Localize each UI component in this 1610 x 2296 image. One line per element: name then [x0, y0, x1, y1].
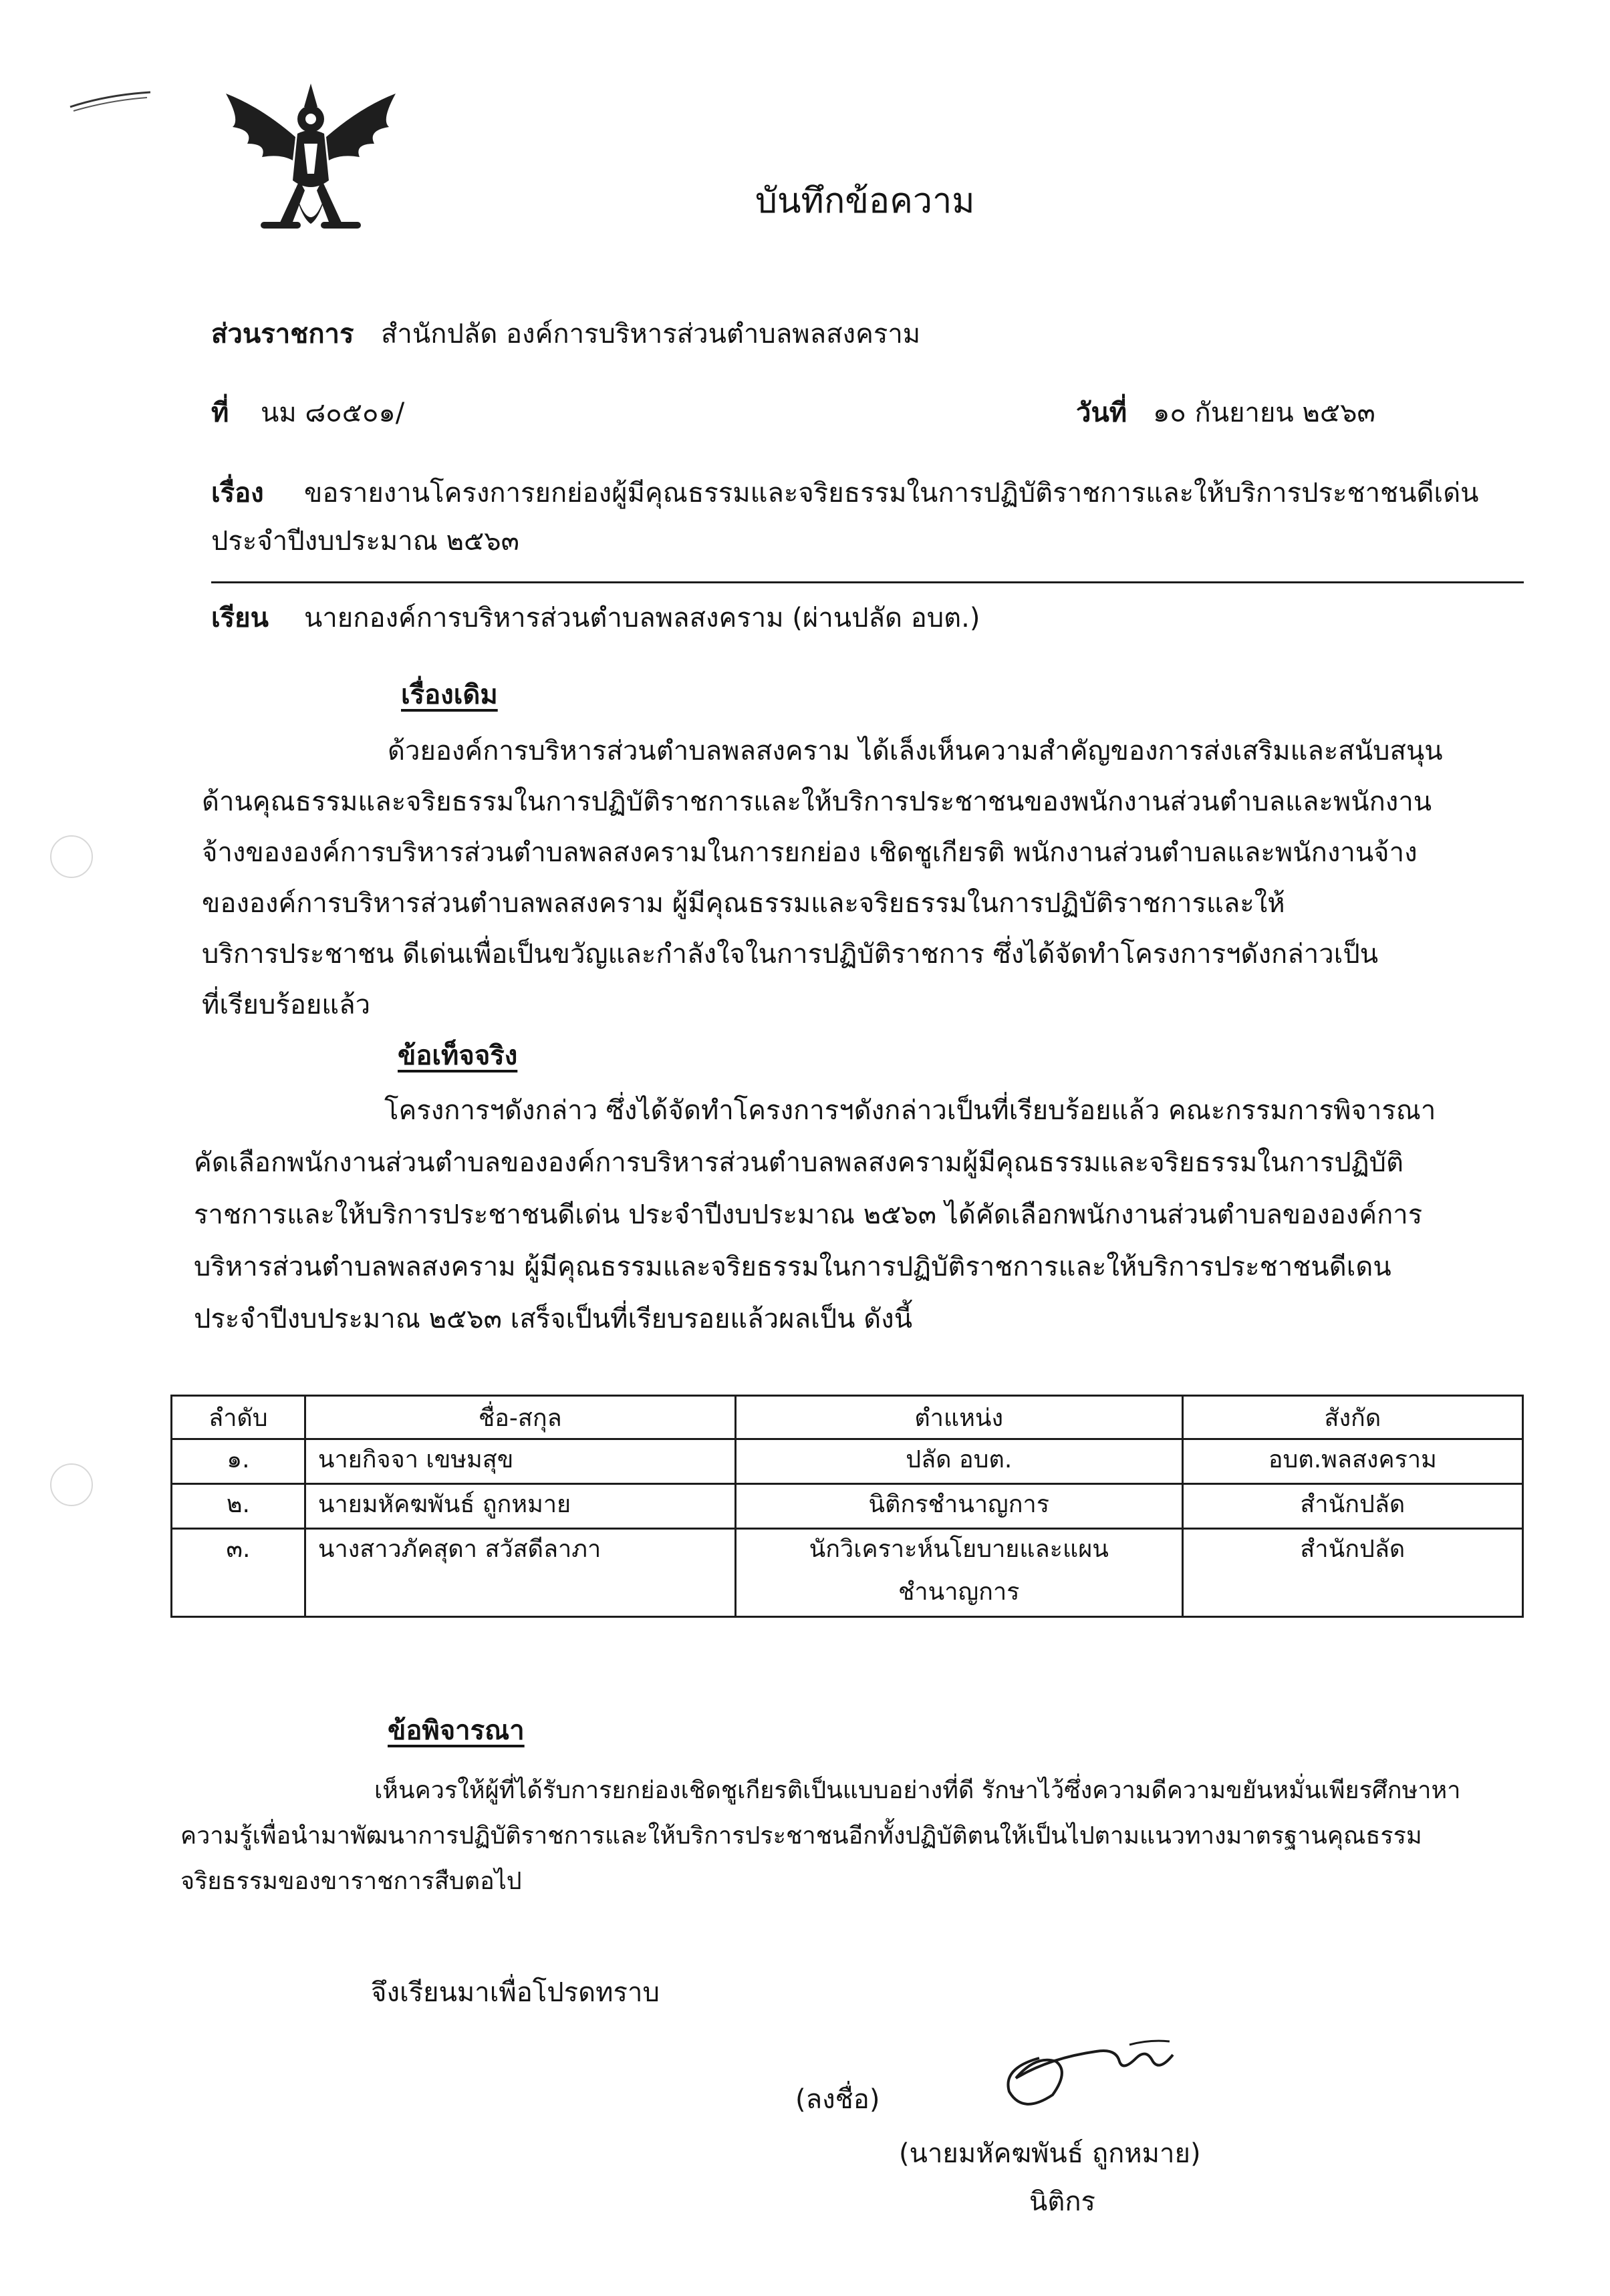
signer-name: (นายมหัคฆพันธ์ ถูกหมาย)	[899, 2138, 1201, 2169]
row-position	[735, 1529, 1182, 1617]
punch-hole-mark	[50, 835, 93, 878]
paragraph-line: ประจำปีงบประมาณ ๒๕๖๓ เสร็จเป็นที่เรียบรอยแล้วผลเป็น ดังนี้	[194, 1304, 913, 1334]
row-name: นายมหัคฆพันธ์ ถูกหมาย	[305, 1484, 735, 1529]
closing-text: จึงเรียนมาเพื่อโปรดทราบ	[371, 1977, 660, 2008]
table-header-cell: ตำแหน่ง	[735, 1396, 1182, 1439]
addressee-label: เรียน	[211, 603, 269, 633]
section-heading: เรื่องเดิม	[401, 680, 498, 710]
row-name: นายกิจจา เขษมสุข	[305, 1439, 735, 1484]
agency-label: ส่วนราชการ	[211, 319, 354, 349]
pen-scribble-mark	[67, 87, 154, 114]
subject-text: ขอรายงานโครงการยกย่องผู้มีคุณธรรมและจริยธรรมในการปฏิบัติราชการและให้บริการประชาชนดีเด่น	[304, 478, 1479, 509]
date-value: ๑๐ กันยายน ๒๕๖๓	[1153, 398, 1375, 428]
paragraph-line: ความรู้เพื่อนำมาพัฒนาการปฏิบัติราชการและให้บริการประชาชนอีกทั้งปฏิบัติตนให้เป็นไปตามแนวทางมาตรฐานคุณธรรม	[180, 1822, 1422, 1850]
section-heading: ข้อเท็จจริง	[398, 1040, 518, 1071]
table-header-cell: สังกัด	[1182, 1396, 1522, 1439]
row-unit: สำนักปลัด	[1182, 1529, 1522, 1617]
table-row	[172, 1484, 1523, 1529]
row-position: นิติกรชำนาญการ	[735, 1484, 1182, 1529]
row-unit: อบต.พลสงคราม	[1182, 1439, 1522, 1484]
row-position: ปลัด อบต.	[735, 1439, 1182, 1484]
paragraph-line: ด้วยองค์การบริหารส่วนตำบลพลสงคราม ได้เล็งเห็นความสำคัญของการส่งเสริมและสนับสนุน	[388, 736, 1443, 766]
paragraph-line: ที่เรียบร้อยแล้ว	[202, 990, 371, 1020]
agency-value: สำนักปลัด องค์การบริหารส่วนตำบลพลสงคราม	[381, 319, 921, 349]
paragraph-line: โครงการฯดังกล่าว ซึ่งได้จัดทำโครงการฯดังกล่าวเป็นที่เรียบร้อยแล้ว คณะกรรมการพิจารณา	[384, 1095, 1436, 1126]
paragraph-line: จ้างขององค์การบริหารส่วนตำบลพลสงครามในการยกย่อง เชิดชูเกียรติ พนักงานส่วนตำบลและพนักงานจ้าง	[202, 837, 1418, 868]
paragraph-line: ขององค์การบริหารส่วนตำบลพลสงคราม ผู้มีคุณธรรมและจริยธรรมในการปฏิบัติราชการและให้	[202, 888, 1285, 919]
row-position-line: นักวิเคราะห์นโยบายและแผน	[809, 1536, 1109, 1563]
reference-label: ที่	[211, 398, 229, 428]
paragraph-line: เห็นควรให้ผู้ที่ได้รับการยกย่องเชิดชูเกียรติเป็นแบบอย่างที่ดี รักษาไว้ซึ่งความดีความขยันหมั่นเพียรศึกษาหา	[374, 1777, 1461, 1804]
table-row	[172, 1439, 1523, 1484]
paragraph-line: ราชการและให้บริการประชาชนดีเด่น ประจำปีงบประมาณ ๒๕๖๓ ได้คัดเลือกพนักงานส่วนตำบลขององค์การ	[194, 1199, 1423, 1230]
subject-label: เรื่อง	[211, 478, 264, 509]
row-position-line: ชำนาญการ	[898, 1578, 1020, 1606]
garuda-emblem-icon	[221, 80, 401, 247]
row-number: ๑.	[172, 1439, 305, 1484]
punch-hole-mark	[50, 1463, 93, 1506]
table-header-cell: ลำดับ	[172, 1396, 305, 1439]
signature-label: (ลงชื่อ)	[795, 2084, 880, 2115]
divider-line	[211, 581, 1524, 583]
table-row	[172, 1529, 1523, 1617]
paragraph-line: จริยธรรมของขาราชการสืบตอไป	[180, 1868, 522, 1895]
paragraph-line: บริการประชาชน ดีเด่นเพื่อเป็นขวัญและกำลังใจในการปฏิบัติราชการ ซึ่งได้จัดทำโครงการฯดังกล่าวเป็น	[202, 939, 1379, 970]
awardee-table	[170, 1395, 1524, 1618]
table-header-cell: ชื่อ-สกุล	[305, 1396, 735, 1439]
reference-value: นม ๘๐๕๐๑/	[261, 398, 405, 428]
handwritten-signature	[976, 2031, 1196, 2112]
table-header-row	[172, 1396, 1523, 1439]
paragraph-line: บริหารส่วนตำบลพลสงคราม ผู้มีคุณธรรมและจริยธรรมในการปฏิบัติราชการและให้บริการประชาชนดีเดน	[194, 1252, 1391, 1282]
row-name: นางสาวภัคสุดา สวัสดีลาภา	[305, 1529, 735, 1617]
paragraph-line: คัดเลือกพนักงานส่วนตำบลขององค์การบริหารส่วนตำบลพลสงครามผู้มีคุณธรรมและจริยธรรมในการปฏิบัติ	[194, 1147, 1403, 1178]
row-number: ๒.	[172, 1484, 305, 1529]
date-label: วันที่	[1076, 398, 1127, 428]
document-title: บันทึกข้อความ	[755, 181, 975, 221]
signer-title: นิติกร	[1029, 2186, 1096, 2217]
section-heading: ข้อพิจารณา	[388, 1715, 525, 1746]
row-unit: สำนักปลัด	[1182, 1484, 1522, 1529]
paragraph-line: ด้านคุณธรรมและจริยธรรมในการปฏิบัติราชการและให้บริการประชาชนของพนักงานส่วนตำบลและพนักงาน	[202, 786, 1432, 817]
subject-text: ประจำปีงบประมาณ ๒๕๖๓	[211, 526, 519, 557]
addressee-value: นายกองค์การบริหารส่วนตำบลพลสงคราม (ผ่านปลัด อบต.)	[304, 603, 980, 633]
row-number: ๓.	[172, 1529, 305, 1617]
